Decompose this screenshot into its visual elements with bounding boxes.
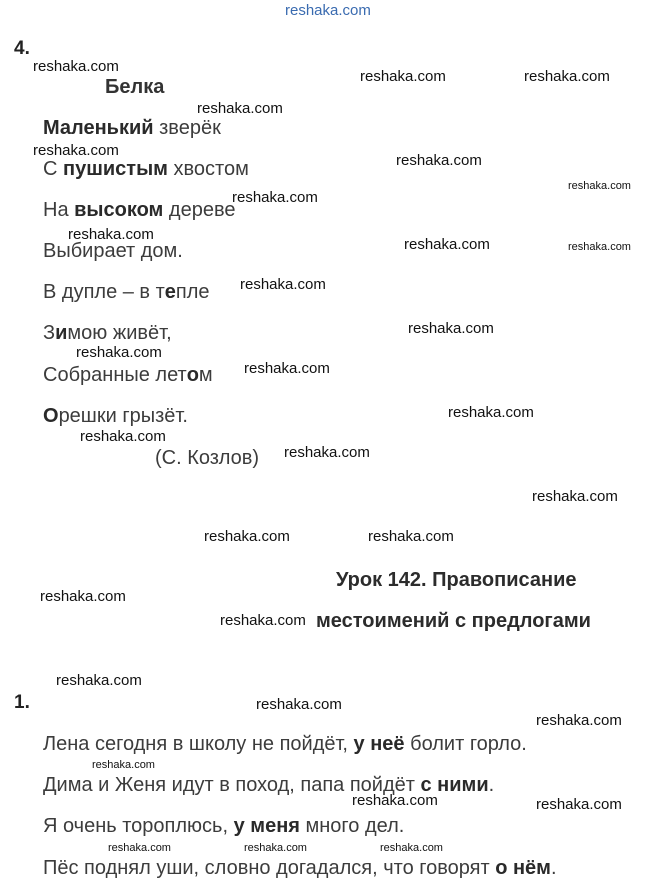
poem-line — [43, 158, 249, 181]
sentence-text: много дел. — [299, 815, 405, 837]
watermark: reshaka.com — [33, 58, 119, 75]
lesson-heading: Урок 142. Правописание — [336, 569, 577, 591]
pronoun-phrase: у неё — [353, 733, 405, 755]
sentence-text: Я очень тороплюсь, — [43, 815, 234, 837]
poem-line — [43, 405, 188, 428]
poem-line — [43, 199, 235, 222]
sentence — [43, 815, 404, 838]
pronoun-phrase: с ними — [420, 774, 489, 796]
watermark: reshaka.com — [448, 404, 534, 421]
watermark: reshaka.com — [76, 344, 162, 361]
pronoun-phrase: у меня — [233, 815, 300, 837]
poem-text: решки грызёт. — [58, 405, 188, 427]
poem-text: дереве — [163, 199, 236, 221]
poem-bold: пушистым — [63, 158, 168, 180]
watermark: reshaka.com — [532, 488, 618, 505]
watermark: reshaka.com — [232, 189, 318, 206]
poem-text: пле — [175, 281, 210, 303]
watermark: reshaka.com — [368, 528, 454, 545]
watermark: reshaka.com — [360, 68, 446, 85]
watermark: reshaka.com — [404, 236, 490, 253]
sentence — [43, 857, 557, 880]
lesson-heading-sub: местоимений с предлогами — [316, 610, 591, 632]
sentence-text: болит горло. — [404, 733, 527, 755]
poem-text: В дупле – в т — [43, 281, 165, 303]
poem-title: Белка — [105, 76, 165, 98]
poem-text: На — [43, 199, 75, 221]
sentence-text: . — [488, 774, 495, 796]
watermark: reshaka.com — [204, 528, 290, 545]
watermark: reshaka.com — [352, 792, 438, 809]
watermark-top: reshaka.com — [285, 2, 371, 19]
poem-text: З — [43, 322, 56, 344]
poem-text: хвостом — [167, 158, 249, 180]
watermark: reshaka.com — [40, 588, 126, 605]
watermark: reshaka.com — [68, 226, 154, 243]
watermark: reshaka.com — [380, 842, 443, 854]
poem-bold: высоком — [74, 199, 164, 221]
watermark: reshaka.com — [536, 796, 622, 813]
poem-line — [43, 322, 172, 345]
poem-line — [43, 281, 210, 304]
watermark: reshaka.com — [244, 842, 307, 854]
poem-line — [43, 364, 213, 387]
poem-text: С — [43, 158, 63, 180]
sentence — [43, 733, 527, 756]
poem-bold: О — [43, 405, 59, 427]
poem-text: м — [198, 364, 213, 386]
watermark: reshaka.com — [56, 672, 142, 689]
poem-bold: и — [55, 322, 68, 344]
watermark: reshaka.com — [256, 696, 342, 713]
watermark: reshaka.com — [568, 241, 631, 253]
watermark: reshaka.com — [220, 612, 306, 629]
exercise-number: 4. — [14, 38, 30, 59]
pronoun-phrase: о нём — [495, 857, 551, 879]
poem-bold: е — [164, 281, 176, 303]
poem-line — [43, 117, 221, 140]
poem-author: (С. Козлов) — [155, 447, 260, 469]
exercise-number: 1. — [14, 692, 30, 713]
sentence-text: Лена сегодня в школу не пойдёт, — [43, 733, 354, 755]
watermark: reshaka.com — [568, 180, 631, 192]
poem-text: зверёк — [153, 117, 221, 139]
watermark: reshaka.com — [33, 142, 119, 159]
poem-bold: о — [186, 364, 199, 386]
watermark: reshaka.com — [408, 320, 494, 337]
poem-text: Выбирает дом. — [43, 240, 183, 262]
watermark: reshaka.com — [396, 152, 482, 169]
poem-line — [43, 240, 183, 263]
watermark: reshaka.com — [80, 428, 166, 445]
sentence-text: . — [550, 857, 557, 879]
sentence-text: Дима и Женя идут в поход, папа пойдёт — [43, 774, 421, 796]
watermark: reshaka.com — [244, 360, 330, 377]
watermark: reshaka.com — [92, 759, 155, 771]
poem-bold: Маленький — [43, 117, 154, 139]
watermark: reshaka.com — [108, 842, 171, 854]
watermark: reshaka.com — [524, 68, 610, 85]
watermark: reshaka.com — [197, 100, 283, 117]
sentence-text: Пёс поднял уши, словно догадался, что говорят — [43, 857, 496, 879]
poem-text: мою живёт, — [67, 322, 172, 344]
watermark: reshaka.com — [284, 444, 370, 461]
poem-text: Собранные лет — [43, 364, 187, 386]
watermark: reshaka.com — [536, 712, 622, 729]
watermark: reshaka.com — [240, 276, 326, 293]
